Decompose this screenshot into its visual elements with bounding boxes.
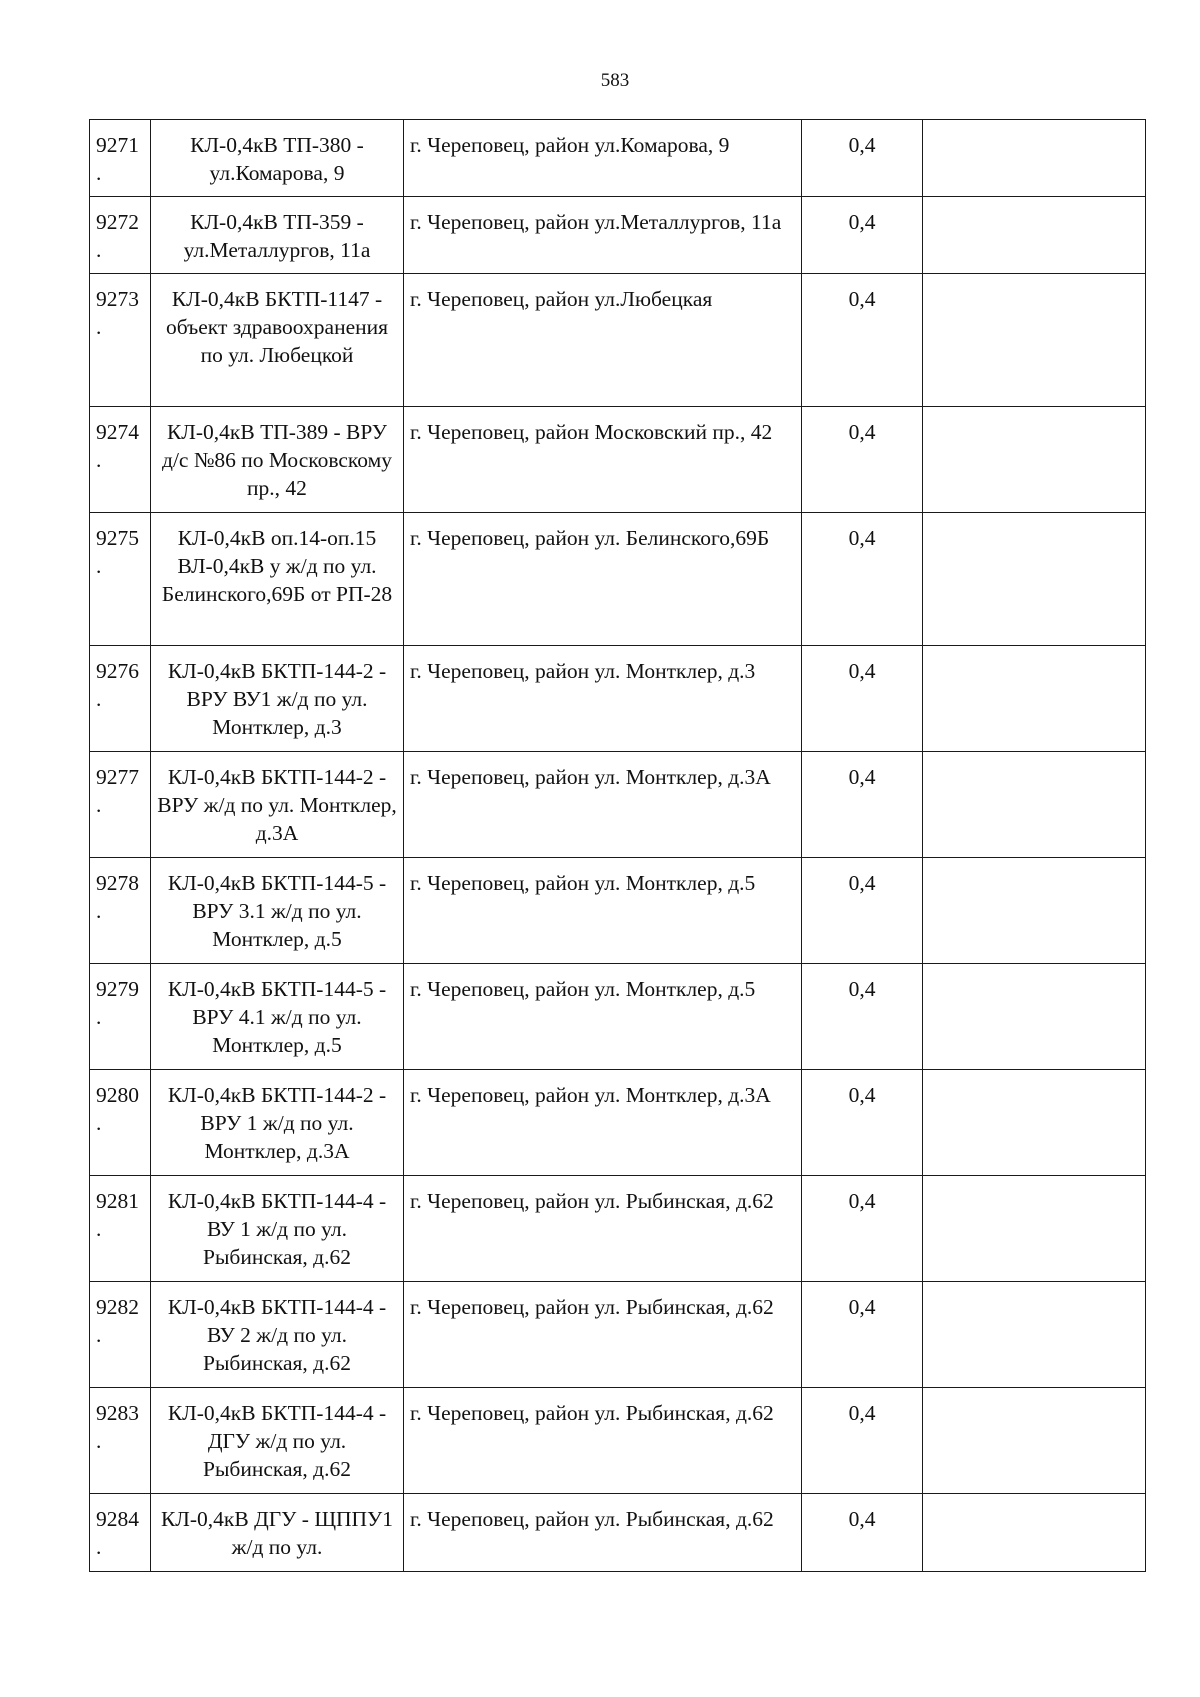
address-cell: г. Череповец, район ул. Рыбинская, д.62 [404,1176,802,1282]
voltage-cell: 0,4 [802,1176,923,1282]
address-cell: г. Череповец, район ул.Комарова, 9 [404,120,802,197]
row-number-cell: 9276. [90,646,151,752]
table-row [90,274,1146,407]
voltage-cell: 0,4 [802,646,923,752]
empty-cell [923,858,1146,964]
row-number-cell: 9281. [90,1176,151,1282]
address-cell: г. Череповец, район ул. Монтклер, д.3 [404,646,802,752]
empty-cell [923,1176,1146,1282]
address-cell: г. Череповец, район ул. Монтклер, д.5 [404,858,802,964]
row-number-cell: 9272. [90,197,151,274]
table-row [90,513,1146,646]
address-cell: г. Череповец, район ул.Металлургов, 11а [404,197,802,274]
cable-line-name-cell: КЛ-0,4кВ БКТП-144-5 - ВРУ 3.1 ж/д по ул. Монтклер, д.5 [151,858,404,964]
cable-line-name-cell: КЛ-0,4кВ БКТП-144-4 - ВУ 2 ж/д по ул. Рыбинская, д.62 [151,1282,404,1388]
table-row [90,858,1146,964]
row-number-cell: 9274. [90,407,151,513]
table-row [90,752,1146,858]
empty-cell [923,274,1146,407]
cable-line-name-cell: КЛ-0,4кВ ДГУ - ЩППУ1 ж/д по ул. [151,1494,404,1572]
voltage-cell: 0,4 [802,513,923,646]
empty-cell [923,646,1146,752]
cable-line-name-cell: КЛ-0,4кВ БКТП-144-4 - ДГУ ж/д по ул. Рыбинская, д.62 [151,1388,404,1494]
row-number-cell: 9278. [90,858,151,964]
empty-cell [923,1494,1146,1572]
voltage-cell: 0,4 [802,1388,923,1494]
table-row [90,120,1146,197]
row-number-cell: 9282. [90,1282,151,1388]
row-number-cell: 9283. [90,1388,151,1494]
table-row [90,1176,1146,1282]
registry-table [89,119,1146,1572]
table-row [90,1388,1146,1494]
cable-line-name-cell: КЛ-0,4кВ БКТП-144-4 - ВУ 1 ж/д по ул. Рыбинская, д.62 [151,1176,404,1282]
voltage-cell: 0,4 [802,1282,923,1388]
empty-cell [923,964,1146,1070]
table-row [90,1494,1146,1572]
row-number-cell: 9277. [90,752,151,858]
table-row [90,1282,1146,1388]
empty-cell [923,752,1146,858]
voltage-cell: 0,4 [802,752,923,858]
row-number-cell: 9273. [90,274,151,407]
address-cell: г. Череповец, район ул. Монтклер, д.3А [404,1070,802,1176]
address-cell: г. Череповец, район ул.Любецкая [404,274,802,407]
address-cell: г. Череповец, район ул. Монтклер, д.3А [404,752,802,858]
empty-cell [923,513,1146,646]
row-number-cell: 9280. [90,1070,151,1176]
address-cell: г. Череповец, район ул. Рыбинская, д.62 [404,1494,802,1572]
cable-line-name-cell: КЛ-0,4кВ БКТП-144-2 - ВРУ 1 ж/д по ул. Монтклер, д.3А [151,1070,404,1176]
cable-line-name-cell: КЛ-0,4кВ ТП-359 - ул.Металлургов, 11а [151,197,404,274]
empty-cell [923,407,1146,513]
cable-line-name-cell: КЛ-0,4кВ ТП-380 - ул.Комарова, 9 [151,120,404,197]
address-cell: г. Череповец, район ул. Рыбинская, д.62 [404,1388,802,1494]
cable-line-name-cell: КЛ-0,4кВ БКТП-144-2 - ВРУ ж/д по ул. Монтклер, д.3А [151,752,404,858]
empty-cell [923,1388,1146,1494]
cable-line-name-cell: КЛ-0,4кВ оп.14-оп.15 ВЛ-0,4кВ у ж/д по ул. Белинского,69Б от РП-28 [151,513,404,646]
empty-cell [923,120,1146,197]
voltage-cell: 0,4 [802,407,923,513]
address-cell: г. Череповец, район ул. Монтклер, д.5 [404,964,802,1070]
voltage-cell: 0,4 [802,964,923,1070]
cable-line-name-cell: КЛ-0,4кВ БКТП-144-5 - ВРУ 4.1 ж/д по ул. Монтклер, д.5 [151,964,404,1070]
address-cell: г. Череповец, район ул. Белинского,69Б [404,513,802,646]
table-row [90,1070,1146,1176]
voltage-cell: 0,4 [802,1070,923,1176]
empty-cell [923,1282,1146,1388]
voltage-cell: 0,4 [802,274,923,407]
row-number-cell: 9284. [90,1494,151,1572]
registry-table-body [90,120,1146,1572]
table-row [90,407,1146,513]
row-number-cell: 9275. [90,513,151,646]
row-number-cell: 9271. [90,120,151,197]
empty-cell [923,197,1146,274]
cable-line-name-cell: КЛ-0,4кВ ТП-389 - ВРУ д/с №86 по Московскому пр., 42 [151,407,404,513]
voltage-cell: 0,4 [802,197,923,274]
voltage-cell: 0,4 [802,858,923,964]
cable-line-name-cell: КЛ-0,4кВ БКТП-1147 - объект здравоохранения по ул. Любецкой [151,274,404,407]
page-number: 583 [600,70,630,91]
row-number-cell: 9279. [90,964,151,1070]
address-cell: г. Череповец, район ул. Рыбинская, д.62 [404,1282,802,1388]
voltage-cell: 0,4 [802,120,923,197]
voltage-cell: 0,4 [802,1494,923,1572]
table-row [90,964,1146,1070]
cable-line-name-cell: КЛ-0,4кВ БКТП-144-2 - ВРУ ВУ1 ж/д по ул. Монтклер, д.3 [151,646,404,752]
table-row [90,197,1146,274]
empty-cell [923,1070,1146,1176]
address-cell: г. Череповец, район Московский пр., 42 [404,407,802,513]
table-row [90,646,1146,752]
